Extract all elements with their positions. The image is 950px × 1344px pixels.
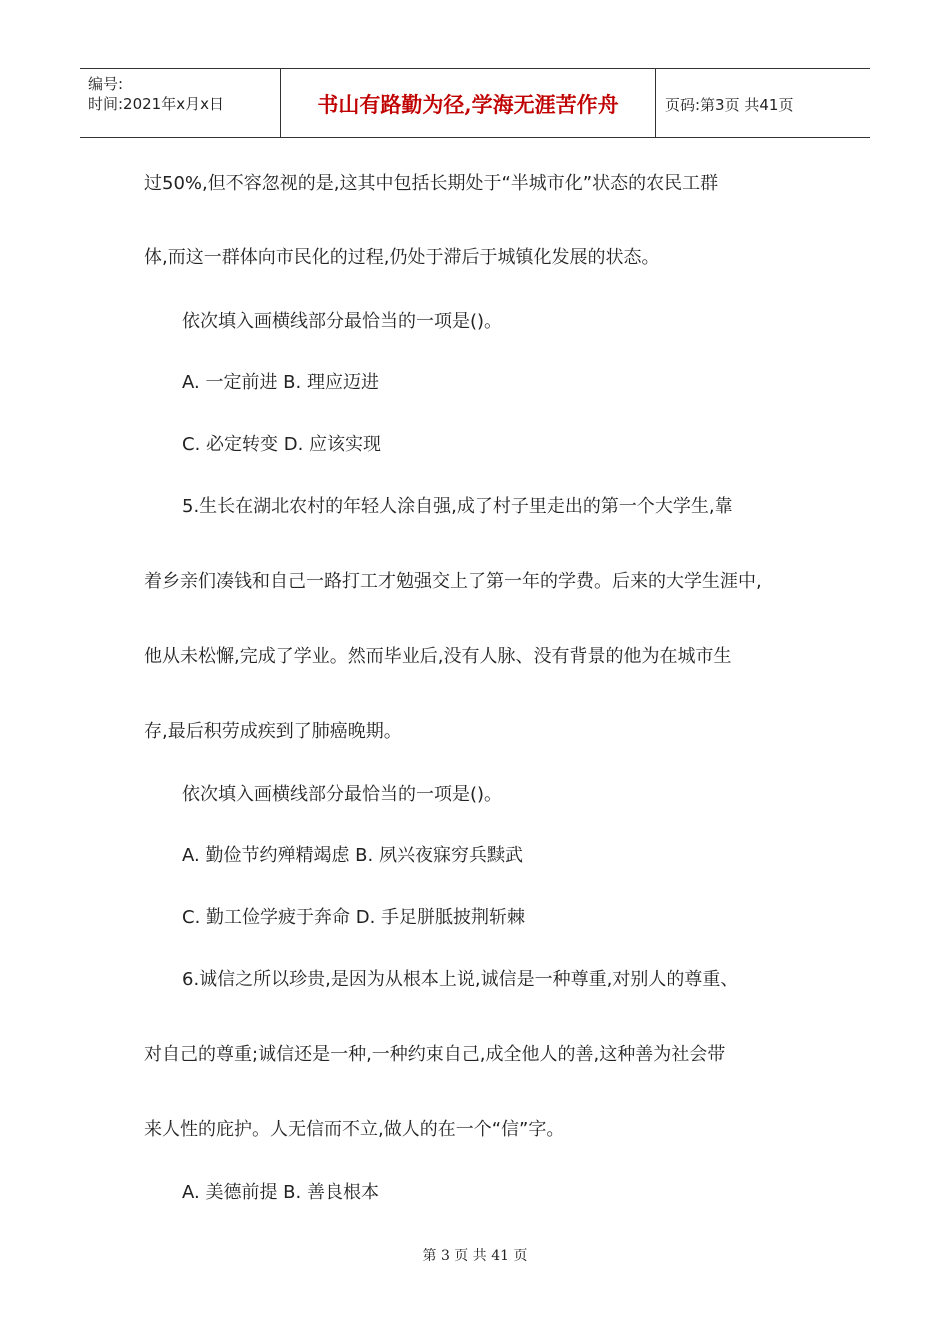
answer-options: A. 美德前提 B. 善良根本 [182,1182,379,1203]
text-line: 着乡亲们凑钱和自己一路打工才勉强交上了第一年的学费。后来的大学生涯中, [144,571,762,592]
page-footer: 第 3 页 共 41 页 [422,1248,528,1264]
question-prompt: 依次填入画横线部分最恰当的一项是()。 [182,311,503,332]
text-line: 过50%,但不容忽视的是,这其中包括长期处于“半城市化”状态的农民工群 [144,173,719,194]
header-motto-cell [280,69,656,137]
question-prompt: 依次填入画横线部分最恰当的一项是()。 [182,784,503,805]
question-text: 5.生长在湖北农村的年轻人涂自强,成了村子里走出的第一个大学生,靠 [182,496,733,517]
text-line: 对自己的尊重;诚信还是一种,一种约束自己,成全他人的善,这种善为社会带 [144,1044,726,1065]
page-header [80,68,870,138]
header-page-label: 页码:第3页 共41页 [665,96,794,114]
answer-options: C. 必定转变 D. 应该实现 [182,434,382,455]
text-line: 存,最后积劳成疾到了肺癌晚期。 [144,721,402,742]
answer-options: A. 一定前进 B. 理应迈进 [182,372,379,393]
header-left-cell [80,69,280,137]
header-right-cell [655,69,870,137]
question-text: 6.诚信之所以珍贵,是因为从根本上说,诚信是一种尊重,对别人的尊重、 [182,969,739,990]
text-line: 体,而这一群体向市民化的过程,仍处于滞后于城镇化发展的状态。 [144,247,660,268]
document-date-label: 时间:2021年x月x日 [88,95,224,113]
text-line: 来人性的庇护。人无信而不立,做人的在一个“信”字。 [144,1119,565,1140]
answer-options: A. 勤俭节约殚精竭虑 B. 夙兴夜寐穷兵黩武 [182,845,523,866]
answer-options: C. 勤工俭学疲于奔命 D. 手足胼胝披荆斩棘 [182,907,526,928]
document-number-label: 编号: [88,75,124,93]
text-line: 他从未松懈,完成了学业。然而毕业后,没有人脉、没有背景的他为在城市生 [144,646,732,667]
header-motto: 书山有路勤为径,学海无涯苦作舟 [317,92,619,117]
